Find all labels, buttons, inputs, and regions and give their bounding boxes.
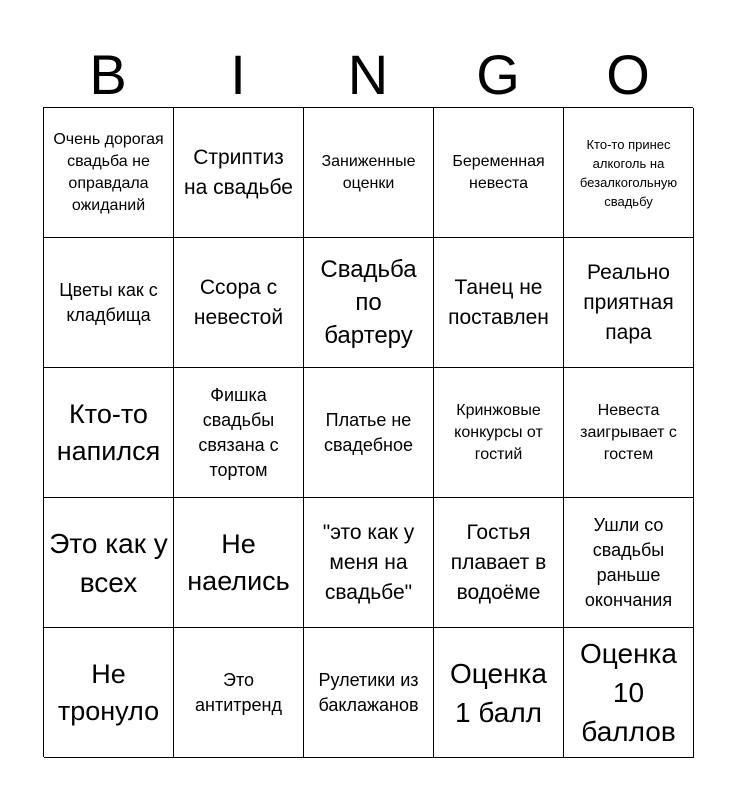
bingo-cell-text: Танец не поставлен [448, 275, 549, 329]
bingo-cell-text: Беременная невеста [452, 152, 545, 192]
bingo-cell-text: Не наелись [187, 528, 290, 596]
bingo-cell-text: Кто-то принес алкоголь на безалкогольную свадьбу [579, 136, 678, 209]
bingo-cell-text: Это антитренд [195, 669, 282, 715]
title-letter-n: N [347, 43, 389, 106]
bingo-cell-4-2[interactable] [174, 498, 304, 628]
bingo-cell-text: Цветы как с кладбища [59, 279, 158, 325]
bingo-cell-text: Ссора с невестой [193, 275, 284, 329]
bingo-cell-text: Заниженные оценки [321, 152, 416, 192]
bingo-cell-3-5[interactable] [564, 368, 694, 498]
bingo-cell-5-1[interactable] [44, 628, 174, 758]
bingo-cell-1-3[interactable] [304, 108, 434, 238]
bingo-cell-text: Ушли со свадьбы раньше окончания [584, 514, 673, 610]
bingo-cell-text: Оценка 1 балл [450, 657, 547, 728]
bingo-cell-1-4[interactable] [434, 108, 564, 238]
bingo-cell-2-3[interactable] [304, 238, 434, 368]
bingo-cell-3-2[interactable] [174, 368, 304, 498]
bingo-cell-5-5[interactable] [564, 628, 694, 758]
bingo-cell-text: "это как у меня на свадьбе" [322, 520, 415, 604]
title-letter-i: I [230, 43, 246, 106]
bingo-cell-1-1[interactable] [44, 108, 174, 238]
bingo-cell-text: Это как у всех [49, 527, 168, 598]
bingo-cell-2-1[interactable] [44, 238, 174, 368]
bingo-cell-text: Очень дорогая свадьба не оправдала ожиданий [53, 130, 164, 214]
bingo-cell-1-5[interactable] [564, 108, 694, 238]
bingo-cell-3-3[interactable] [304, 368, 434, 498]
bingo-cell-4-1[interactable] [44, 498, 174, 628]
bingo-cell-text: Гостья плавает в водоёме [450, 520, 547, 604]
bingo-cell-text: Стриптиз на свадьбе [184, 145, 293, 199]
bingo-cell-text: Невеста заигрывает с гостем [580, 401, 677, 463]
bingo-cell-text: Рулетики из баклажанов [318, 669, 419, 715]
bingo-cell-5-4[interactable] [434, 628, 564, 758]
bingo-cell-text: Свадьба по бартеру [320, 256, 417, 349]
bingo-title [43, 42, 693, 108]
bingo-cell-4-3[interactable] [304, 498, 434, 628]
bingo-cell-text: Кринжовые конкурсы от гостий [454, 401, 543, 463]
bingo-cell-text: Оценка 10 баллов [580, 638, 677, 747]
bingo-cell-text: Фишка свадьбы связана с тортом [198, 384, 279, 480]
bingo-cell-1-2[interactable] [174, 108, 304, 238]
bingo-cell-text: Платье не свадебное [324, 409, 413, 455]
bingo-cell-text: Кто-то напился [56, 398, 161, 466]
title-letter-g: G [476, 43, 520, 106]
bingo-cell-4-4[interactable] [434, 498, 564, 628]
bingo-cell-3-1[interactable] [44, 368, 174, 498]
bingo-cell-5-2[interactable] [174, 628, 304, 758]
bingo-cell-4-5[interactable] [564, 498, 694, 628]
bingo-cell-2-4[interactable] [434, 238, 564, 368]
bingo-cell-text: Реально приятная пара [583, 260, 674, 344]
bingo-cell-2-5[interactable] [564, 238, 694, 368]
bingo-board [43, 107, 693, 757]
bingo-cell-5-3[interactable] [304, 628, 434, 758]
bingo-cell-text: Не тронуло [57, 658, 160, 726]
bingo-cell-3-4[interactable] [434, 368, 564, 498]
bingo-cell-2-2[interactable] [174, 238, 304, 368]
title-letter-b: B [89, 43, 127, 106]
title-letter-o: O [606, 43, 650, 106]
